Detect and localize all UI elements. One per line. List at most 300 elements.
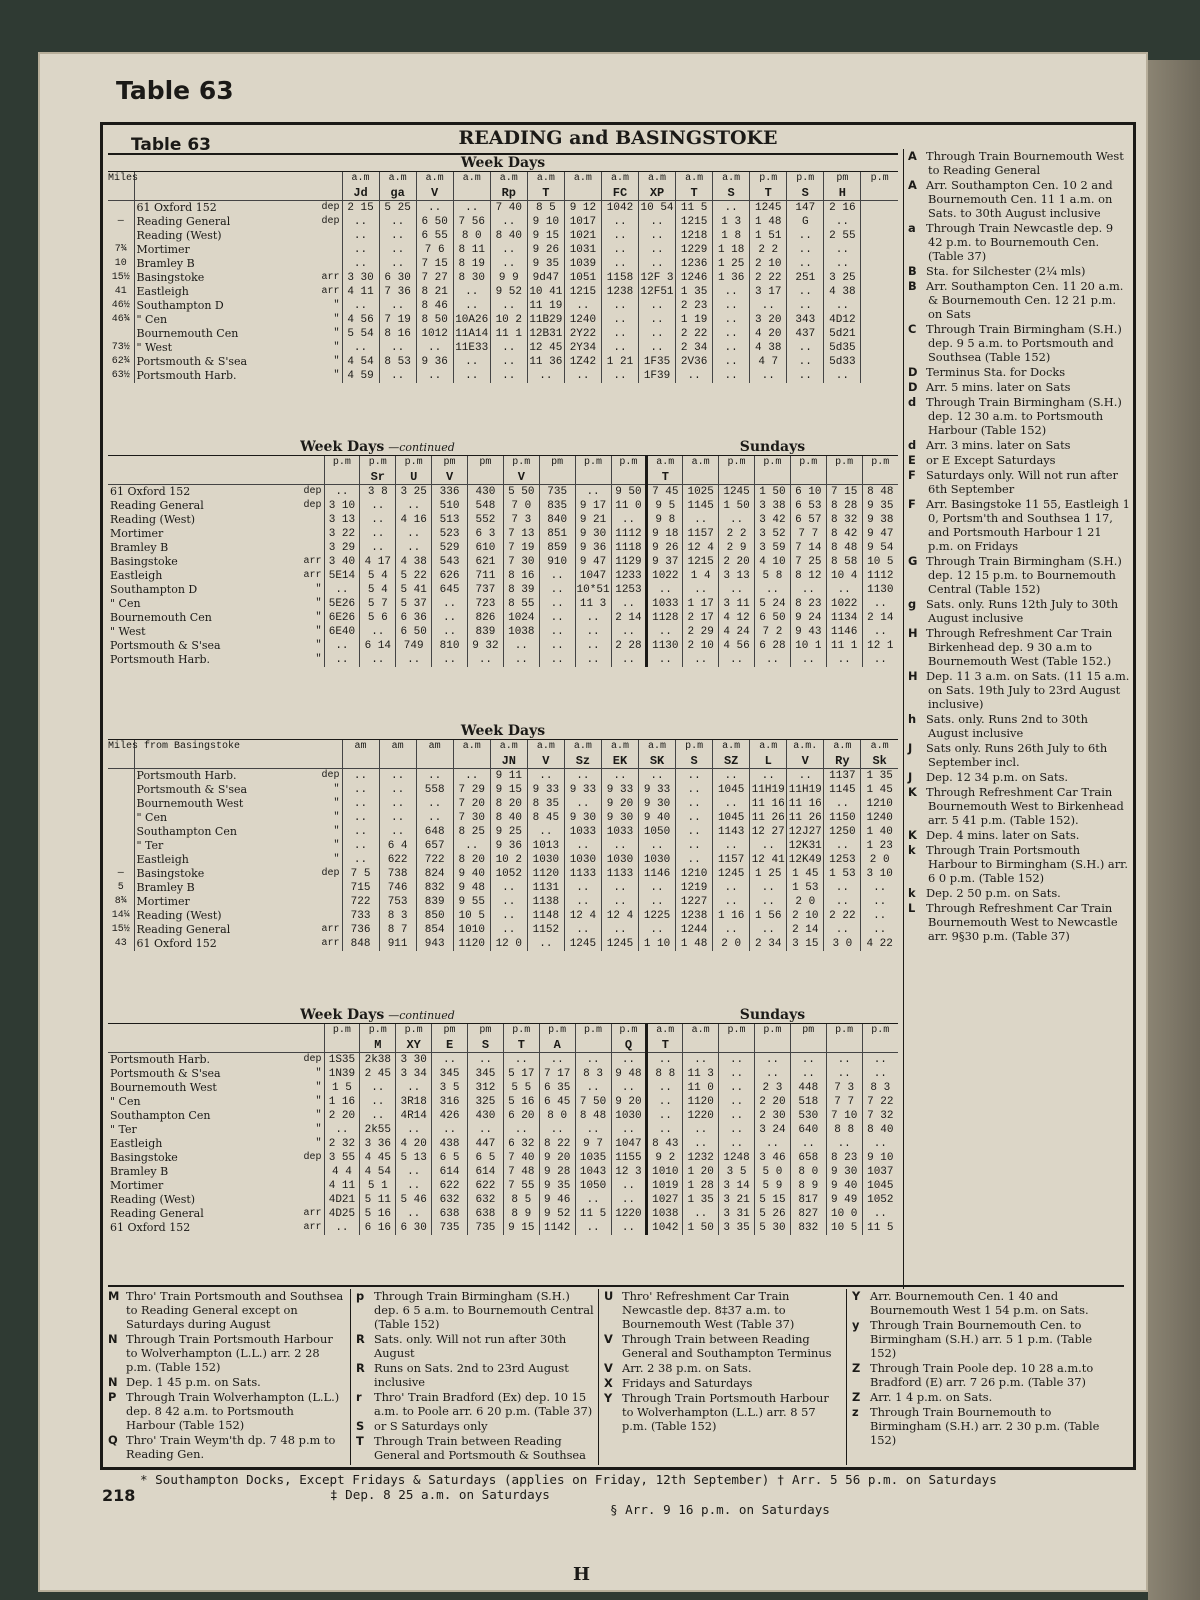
time-cell: .. <box>601 923 638 937</box>
time-cell: 1253 <box>611 583 647 597</box>
station-name: Eastleigh <box>136 285 189 298</box>
time-cell: .. <box>861 881 898 895</box>
time-cell: 735 <box>539 485 575 500</box>
time-cell: .. <box>396 1179 432 1193</box>
station-name: Eastleigh <box>136 853 189 866</box>
reference-note <box>852 1390 1118 1404</box>
time-cell: .. <box>601 369 638 383</box>
time-cell: 3 29 <box>324 541 360 555</box>
time-cell: .. <box>639 769 676 784</box>
time-cell: 1030 <box>611 1109 647 1123</box>
train-code-row <box>108 1038 898 1053</box>
time-cell: .. <box>342 839 379 853</box>
time-cell: 1 35 <box>683 1193 719 1207</box>
time-cell: .. <box>564 881 601 895</box>
time-cell: 8 16 <box>503 569 539 583</box>
reference-note <box>852 1318 1118 1360</box>
station-row <box>108 653 898 667</box>
time-cell: 7 36 <box>379 285 416 299</box>
time-cell: 1010 <box>647 1165 683 1179</box>
arr-dep-header <box>294 1024 324 1038</box>
time-cell: .. <box>647 1109 683 1123</box>
station-name: Southampton Cen <box>110 1109 211 1122</box>
station-row <box>108 341 898 355</box>
time-cell: 8 22 <box>539 1137 575 1151</box>
reference-note <box>908 264 1130 278</box>
arr-dep-label: " <box>333 854 340 865</box>
time-cell: 12K49 <box>787 853 824 867</box>
time-cell: 6 50 <box>416 215 453 229</box>
time-cell: 7 50 <box>575 1095 611 1109</box>
miles-cell: 73½ <box>108 341 134 355</box>
period-cell: p.m <box>503 1024 539 1038</box>
time-cell: .. <box>342 299 379 313</box>
time-cell: 7 20 <box>453 797 490 811</box>
station-name: Portsmouth Harb. <box>110 653 210 666</box>
time-cell: 6 57 <box>790 513 826 527</box>
time-cell: 11H19 <box>750 783 787 797</box>
time-cell: 2k55 <box>360 1123 396 1137</box>
time-cell: .. <box>755 1137 791 1151</box>
note-key: E <box>908 453 916 467</box>
miles-cell: 46½ <box>108 299 134 313</box>
arr-dep-label: " <box>333 300 340 311</box>
period-cell: p.m <box>575 456 611 470</box>
time-cell: 824 <box>416 867 453 881</box>
station-header <box>134 172 312 186</box>
time-cell: 9 15 <box>527 229 564 243</box>
arr-dep-label: " <box>315 598 322 609</box>
time-cell: .. <box>490 341 527 355</box>
time-cell: 632 <box>468 1193 504 1207</box>
reference-note <box>604 1391 842 1433</box>
note-key: a <box>908 221 916 235</box>
reference-note <box>356 1419 594 1433</box>
time-cell: .. <box>601 313 638 327</box>
station-name: Mortimer <box>136 243 190 256</box>
time-cell: 4 4 <box>324 1165 360 1179</box>
time-cell: 10 0 <box>826 1207 862 1221</box>
time-cell: 9 20 <box>611 1095 647 1109</box>
time-cell: .. <box>601 895 638 909</box>
time-cell: 8 20 <box>453 853 490 867</box>
time-cell: 7 5 <box>342 867 379 881</box>
note-key: Q <box>108 1433 118 1447</box>
time-cell: .. <box>527 937 564 951</box>
note-key: T <box>356 1434 364 1448</box>
arr-dep-label <box>294 513 324 527</box>
time-cell: 1 53 <box>824 867 861 881</box>
time-cell: .. <box>719 1123 755 1137</box>
note-key: C <box>908 322 917 336</box>
note-key: S <box>356 1419 365 1433</box>
station-name: Reading (West) <box>110 1193 196 1206</box>
arr-dep-label: " <box>333 812 340 823</box>
footnote-line-2: ‡ Dep. 8 25 a.m. on Saturdays <box>330 1487 550 1502</box>
time-cell: .. <box>676 797 713 811</box>
time-cell: 2 34 <box>750 937 787 951</box>
time-cell: 1037 <box>862 1165 898 1179</box>
time-cell: 3 20 <box>750 313 787 327</box>
note-key: B <box>908 279 917 293</box>
time-cell: 8 23 <box>826 1151 862 1165</box>
time-cell: .. <box>601 839 638 853</box>
time-cell <box>861 327 898 341</box>
arr-dep-label: " <box>315 626 322 637</box>
time-cell: 6E40 <box>324 625 360 639</box>
note-text: Through Train Poole dep. 10 28 a.m.to Bradford (E) arr. 7 26 p.m. (Table 37) <box>870 1361 1094 1389</box>
time-cell: 1 56 <box>750 909 787 923</box>
station-name: " Ter <box>136 839 164 852</box>
timetable-grid <box>108 740 898 951</box>
time-cell: 9 33 <box>527 783 564 797</box>
miles-cell <box>108 783 134 797</box>
time-cell: 1245 <box>601 937 638 951</box>
station-name: Basingstoke <box>136 867 205 880</box>
period-cell: p.m <box>575 1024 611 1038</box>
period-cell: p.m <box>676 740 713 754</box>
period-cell: a.m <box>379 172 416 186</box>
code-cell: V <box>527 754 564 769</box>
time-cell: 1 45 <box>787 867 824 881</box>
time-cell: 437 <box>787 327 824 341</box>
time-cell: 529 <box>432 541 468 555</box>
am-pm-row <box>108 1024 898 1038</box>
note-key: B <box>908 264 917 278</box>
time-cell: .. <box>719 513 755 527</box>
note-key: A <box>908 178 917 192</box>
station-row <box>108 1053 898 1068</box>
reference-note <box>356 1332 594 1360</box>
period-cell: a.m <box>713 172 750 186</box>
time-cell: 722 <box>342 895 379 909</box>
time-cell: .. <box>713 299 750 313</box>
reference-note <box>908 279 1130 321</box>
station-row <box>108 327 898 341</box>
time-cell: 6 50 <box>755 611 791 625</box>
station-name: Southampton D <box>136 299 224 312</box>
time-cell: 12 3 <box>611 1165 647 1179</box>
note-text: Through Refreshment Car Train Birkenhead dep. 9 30 a.m to Bournemouth West (Table 152.) <box>926 626 1113 668</box>
code-cell <box>575 1038 611 1053</box>
time-cell: .. <box>575 625 611 639</box>
period-cell: a.m <box>527 740 564 754</box>
reference-note <box>908 886 1130 900</box>
time-cell: .. <box>539 597 575 611</box>
time-cell: 1 16 <box>324 1095 360 1109</box>
period-cell: a.m <box>564 740 601 754</box>
time-cell: 1047 <box>611 1137 647 1151</box>
time-cell: 8 11 <box>453 243 490 257</box>
reference-note <box>908 554 1130 596</box>
station-row <box>108 299 898 313</box>
time-cell: .. <box>490 881 527 895</box>
code-cell: Sz <box>564 754 601 769</box>
time-cell: 3 31 <box>719 1207 755 1221</box>
time-cell <box>861 215 898 229</box>
code-cell <box>826 470 862 485</box>
time-cell: 2 28 <box>611 639 647 653</box>
time-cell: .. <box>713 313 750 327</box>
code-cell: V <box>503 470 539 485</box>
arr-dep-label: arr <box>303 1222 322 1233</box>
time-cell: 3 36 <box>360 1137 396 1151</box>
time-cell: 9 52 <box>539 1207 575 1221</box>
time-cell: .. <box>564 839 601 853</box>
time-cell: 9 21 <box>575 513 611 527</box>
time-cell: .. <box>379 825 416 839</box>
arr-dep-label: " <box>333 328 340 339</box>
time-cell: 8 9 <box>790 1179 826 1193</box>
time-cell: .. <box>564 923 601 937</box>
code-cell: ga <box>379 186 416 201</box>
time-cell: 9 40 <box>826 1179 862 1193</box>
time-cell: .. <box>826 1053 862 1068</box>
code-cell <box>862 1038 898 1053</box>
time-cell: 5 46 <box>396 1193 432 1207</box>
miles-cell: 62¾ <box>108 355 134 369</box>
note-text: Thro' Train Weym'th dp. 7 48 p.m to Reading Gen. <box>126 1433 336 1461</box>
time-cell: 2 34 <box>676 341 713 355</box>
time-cell: 8 0 <box>790 1165 826 1179</box>
time-cell: 6E26 <box>324 611 360 625</box>
station-row <box>108 499 898 513</box>
time-cell: 1 21 <box>601 355 638 369</box>
band-sundays: Sundays <box>739 1007 806 1023</box>
time-cell: .. <box>713 881 750 895</box>
period-cell: a.m <box>639 740 676 754</box>
period-cell: p.m <box>360 1024 396 1038</box>
time-cell: 1250 <box>824 825 861 839</box>
code-cell: T <box>676 186 713 201</box>
time-cell: 8 50 <box>416 313 453 327</box>
note-text: Thro' Train Bradford (Ex) dep. 10 15 a.m. to Poole arr. 6 20 p.m. (Table 37) <box>374 1390 593 1418</box>
time-cell: 2Y22 <box>564 327 601 341</box>
code-cell <box>862 470 898 485</box>
code-cell: XP <box>639 186 676 201</box>
time-cell: 8 30 <box>453 271 490 285</box>
signature-mark: H <box>573 1564 591 1585</box>
reference-note <box>908 785 1130 827</box>
time-cell: .. <box>379 797 416 811</box>
time-cell: 11 0 <box>611 499 647 513</box>
time-cell: 4D12 <box>824 313 861 327</box>
time-cell: 343 <box>787 313 824 327</box>
reference-note <box>108 1433 346 1461</box>
time-cell: 8 42 <box>826 527 862 541</box>
arr-dep-header <box>294 470 324 485</box>
time-cell: 430 <box>468 1109 504 1123</box>
time-cell: .. <box>396 1123 432 1137</box>
time-cell: 6 3 <box>468 527 504 541</box>
reference-note <box>356 1434 594 1462</box>
time-cell: .. <box>750 881 787 895</box>
time-cell: 9 30 <box>826 1165 862 1179</box>
time-cell: 8 39 <box>503 583 539 597</box>
time-cell: 7 32 <box>862 1109 898 1123</box>
reference-notes-bottom <box>108 1285 1124 1467</box>
time-cell: .. <box>713 341 750 355</box>
time-cell <box>861 229 898 243</box>
time-cell: 753 <box>379 895 416 909</box>
time-cell: 1130 <box>862 583 898 597</box>
station-name: Portsmouth Harb. <box>110 1053 210 1066</box>
time-cell: 5E26 <box>324 597 360 611</box>
code-cell: H <box>824 186 861 201</box>
note-key: V <box>604 1332 613 1346</box>
period-cell: p.m <box>750 172 787 186</box>
time-cell: 8 19 <box>453 257 490 271</box>
time-cell: 1025 <box>683 485 719 500</box>
time-cell: 8 5 <box>503 1193 539 1207</box>
reference-note <box>908 380 1130 394</box>
time-cell: .. <box>790 653 826 667</box>
reference-note <box>908 770 1130 784</box>
time-cell: .. <box>787 769 824 784</box>
time-cell: .. <box>755 1067 791 1081</box>
time-cell: 850 <box>416 909 453 923</box>
time-cell: 6 53 <box>790 499 826 513</box>
timetable-grid <box>108 456 898 667</box>
time-cell: .. <box>787 229 824 243</box>
time-cell: .. <box>601 327 638 341</box>
arr-dep-label <box>294 1165 324 1179</box>
time-cell: .. <box>396 1207 432 1221</box>
period-cell: p.m <box>790 456 826 470</box>
time-cell: .. <box>676 825 713 839</box>
station-row <box>108 937 898 951</box>
arr-dep-label <box>294 1179 324 1193</box>
time-cell: 8 28 <box>826 499 862 513</box>
time-cell: 5 54 <box>342 327 379 341</box>
time-cell: 9 10 <box>527 215 564 229</box>
arr-dep-label: dep <box>321 868 340 879</box>
time-cell: .. <box>342 215 379 229</box>
arr-dep-label: arr <box>321 924 340 935</box>
time-cell: 4 56 <box>342 313 379 327</box>
arr-dep-label: arr <box>303 570 322 581</box>
time-cell: 12 27 <box>750 825 787 839</box>
time-cell: 3 22 <box>324 527 360 541</box>
arr-dep-label <box>312 895 342 909</box>
train-code-row <box>108 186 898 201</box>
time-cell: .. <box>575 1053 611 1068</box>
note-text: Sta. for Silchester (2¼ mls) <box>926 264 1086 278</box>
period-cell: p.m <box>862 456 898 470</box>
arr-dep-label <box>312 257 342 271</box>
time-cell: 6 36 <box>396 611 432 625</box>
station-name: Bournemouth West <box>136 797 244 810</box>
note-key: L <box>908 901 916 915</box>
time-cell: .. <box>601 215 638 229</box>
time-cell: 1129 <box>611 555 647 569</box>
station-name: Reading (West) <box>136 909 222 922</box>
time-cell: .. <box>713 327 750 341</box>
note-key: X <box>604 1376 613 1390</box>
station-row <box>108 597 898 611</box>
time-cell: 3 14 <box>719 1179 755 1193</box>
time-cell: 1150 <box>824 811 861 825</box>
time-cell: 4 16 <box>396 513 432 527</box>
time-cell: 9 15 <box>503 1221 539 1235</box>
time-cell: 1Z42 <box>564 355 601 369</box>
station-name: Southampton Cen <box>136 825 237 838</box>
note-text: Through Train Wolverhampton (L.L.) dep. 8 42 a.m. to Portsmouth Harbour (Table 152) <box>126 1390 340 1432</box>
time-cell: .. <box>647 653 683 667</box>
time-cell: .. <box>683 1207 719 1221</box>
time-cell: 10 5 <box>862 555 898 569</box>
arr-dep-label: dep <box>321 216 340 227</box>
time-cell: 7 19 <box>379 313 416 327</box>
note-text: Arr. 1 4 p.m. on Sats. <box>870 1390 993 1404</box>
time-cell: .. <box>503 1123 539 1137</box>
reference-note <box>908 712 1130 740</box>
time-cell <box>861 299 898 313</box>
station-name: " Cen <box>136 811 168 824</box>
time-cell: .. <box>683 583 719 597</box>
time-cell: 6 32 <box>503 1137 539 1151</box>
station-row <box>108 201 898 216</box>
time-cell: 1138 <box>527 895 564 909</box>
station-name: Bramley B <box>136 257 195 270</box>
time-cell: .. <box>379 341 416 355</box>
code-cell <box>324 1038 360 1053</box>
time-cell: 8 40 <box>862 1123 898 1137</box>
time-cell: 8 16 <box>379 327 416 341</box>
time-cell: .. <box>432 611 468 625</box>
time-cell: 6 14 <box>360 639 396 653</box>
arr-dep-label <box>312 881 342 895</box>
time-cell: 746 <box>379 881 416 895</box>
time-cell: 835 <box>539 499 575 513</box>
timetable-frame <box>100 122 1136 1470</box>
time-cell: 840 <box>539 513 575 527</box>
station-row <box>108 825 898 839</box>
time-cell: .. <box>824 369 861 383</box>
note-key: A <box>908 149 917 163</box>
time-cell: 1042 <box>601 201 638 216</box>
time-cell: 6 30 <box>379 271 416 285</box>
time-cell: 9 49 <box>826 1193 862 1207</box>
code-cell <box>683 470 719 485</box>
time-cell: 1 50 <box>755 485 791 500</box>
time-cell: 1248 <box>719 1151 755 1165</box>
timetable-grid <box>108 1024 898 1235</box>
period-cell: a.m. <box>787 740 824 754</box>
period-cell: a.m <box>824 740 861 754</box>
time-cell: .. <box>490 257 527 271</box>
reference-note <box>108 1375 346 1389</box>
time-cell: 1F39 <box>639 369 676 383</box>
time-cell: 1030 <box>564 853 601 867</box>
time-cell: 1038 <box>647 1207 683 1221</box>
time-cell: 8 53 <box>379 355 416 369</box>
time-cell: 523 <box>432 527 468 541</box>
time-cell: .. <box>787 341 824 355</box>
time-cell: .. <box>575 1081 611 1095</box>
time-cell: 3 10 <box>861 867 898 881</box>
time-cell: .. <box>527 769 564 784</box>
time-cell: 1035 <box>575 1151 611 1165</box>
time-cell: 1157 <box>683 527 719 541</box>
time-cell: 1229 <box>676 243 713 257</box>
time-cell: .. <box>639 895 676 909</box>
time-cell: .. <box>611 1193 647 1207</box>
station-name: Reading General <box>110 499 204 512</box>
miles-cell: 14¼ <box>108 909 134 923</box>
period-cell: p.m <box>755 1024 791 1038</box>
miles-cell <box>108 797 134 811</box>
